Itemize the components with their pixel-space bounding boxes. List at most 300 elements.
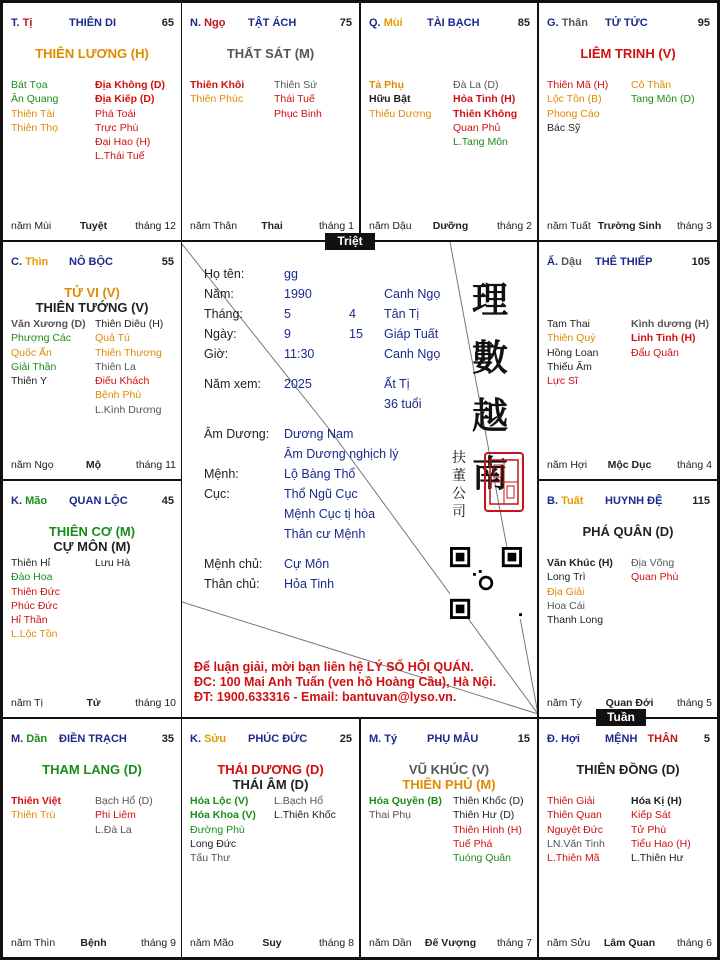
info-value: 9 [284, 327, 291, 341]
palace-title: PHỤ MẪU [427, 733, 479, 745]
palace-title: TÀI BẠCH [427, 17, 480, 29]
minor-star: Hóa Khoa (V) [190, 809, 256, 822]
minor-star: L.Kình Dương [95, 403, 162, 416]
minor-stars-left [547, 317, 598, 388]
palace-title: QUAN LỘC [69, 495, 128, 507]
minor-star: Tam Thai [547, 318, 590, 330]
palace-header [11, 495, 176, 509]
footer-phase: Đế Vượng [424, 937, 477, 949]
palace-tuat[interactable] [538, 480, 718, 718]
info-row [204, 424, 504, 444]
minor-star: Hoa Cái [547, 599, 585, 612]
footer-month: tháng 3 [676, 220, 712, 232]
minor-star: Thiên Thọ [11, 121, 59, 134]
minor-star: Đà La (D) [453, 79, 499, 91]
palace-branch: Q. Mùi [369, 17, 403, 29]
info-row [204, 344, 504, 364]
minor-star: Thiên Tài [11, 107, 55, 120]
minor-star: Phượng Các [11, 332, 72, 345]
notice-line: ĐT: 1900.633316 - Email: bantuvan@lyso.vn. [194, 690, 457, 704]
main-star: THÁI DƯƠNG (D) [217, 762, 324, 777]
footer-year: năm Tuất [547, 220, 591, 232]
footer-month: tháng 11 [135, 459, 176, 471]
minor-star: Thiên Phúc [190, 93, 244, 106]
minor-stars-left [547, 794, 605, 865]
palace-branch: N. Ngọ [190, 17, 226, 29]
minor-star: Phi Liêm [95, 809, 136, 822]
footer-year: năm Hợi [547, 459, 588, 471]
main-stars [3, 46, 181, 61]
side-char: 扶 [452, 450, 466, 466]
minor-stars-right [453, 794, 524, 865]
footer-year: năm Dần [369, 937, 412, 949]
minor-stars-left [547, 78, 608, 135]
footer-phase: Tuyệt [79, 220, 108, 232]
main-star: THAM LANG (D) [42, 762, 142, 777]
palace-thin[interactable] [2, 241, 182, 480]
palace-age: 75 [339, 17, 352, 29]
calligraphy-char: 南 [472, 453, 509, 495]
minor-star: Thiên Sứ [274, 79, 318, 91]
minor-star: Hóa Quyền (B) [369, 795, 442, 807]
palace-title: THIÊN DI [69, 17, 117, 29]
palace-header [547, 495, 712, 509]
palace-title: TỬ TỨC [605, 17, 648, 29]
info-label: Mệnh chủ: [204, 557, 263, 571]
minor-star: Thiên Hư (D) [453, 809, 515, 822]
main-star: THIÊN ĐỒNG (D) [576, 762, 680, 777]
minor-star: LN.Văn Tinh [547, 837, 605, 850]
minor-stars-right [453, 78, 517, 149]
minor-stars-right [631, 794, 691, 865]
minor-star: Hóa Lộc (V) [190, 795, 249, 807]
red-seal [484, 452, 524, 512]
minor-star: Thiên Hình (H) [453, 823, 522, 836]
center-info-panel [181, 241, 538, 718]
minor-star: Lộc Tồn (B) [547, 93, 602, 106]
palace-branch: K. Mão [11, 495, 48, 507]
main-stars [3, 762, 181, 777]
palace-age: 5 [703, 733, 710, 745]
palace-branch: Ấ. Dậu [547, 256, 582, 268]
palace-ngo[interactable] [181, 2, 360, 241]
minor-star: Thiên Diêu (H) [95, 318, 164, 330]
palace-branch: G. Thân [547, 17, 588, 29]
minor-star: Thiên Khốc (D) [453, 795, 524, 807]
minor-star: Thiên Không [453, 107, 518, 120]
minor-star: Bát Tọa [11, 79, 48, 91]
palace-footer [369, 220, 532, 232]
minor-star: Phục Binh [274, 107, 322, 120]
minor-star: Cô Thần [631, 79, 672, 91]
palace-footer [11, 697, 176, 709]
info-value: gg [284, 267, 298, 281]
minor-star: Bạch Hổ (D) [95, 795, 153, 807]
info-label: Năm xem: [204, 377, 261, 391]
minor-star: Phong Cáo [547, 107, 600, 120]
minor-star: Nguyệt Đức [547, 823, 604, 836]
minor-stars-right [95, 794, 153, 837]
palace-age: 85 [517, 17, 530, 29]
footer-phase: Mộc Dục [607, 459, 652, 471]
minor-star: Lực Sĩ [547, 375, 578, 388]
minor-star: Tấu Thư [190, 852, 231, 865]
minor-star: Thiên Mã (H) [547, 79, 609, 91]
minor-star: Đường Phù [190, 823, 245, 836]
main-star: TỬ VI (V) [64, 285, 120, 300]
palace-title: ĐIỀN TRẠCH [59, 733, 127, 745]
palace-ti[interactable] [2, 2, 182, 241]
palace-footer [547, 697, 712, 709]
minor-star: Thái Tuế [274, 93, 315, 106]
info-canchi: Ất Tị [384, 377, 410, 391]
minor-star: Phá Toái [95, 107, 136, 120]
side-char: 公 [452, 486, 466, 502]
info-value: Cự Môn [284, 557, 330, 571]
footer-phase: Dưỡng [432, 220, 469, 232]
palace-header [369, 733, 532, 747]
main-star: VŨ KHÚC (V) [408, 762, 490, 777]
main-star: LIÊM TRINH (V) [580, 46, 676, 61]
footer-phase: Tử [86, 697, 101, 709]
footer-year: năm Ngọ [11, 459, 54, 471]
minor-star: Thiên Giải [547, 795, 595, 807]
info-value: Thân cư Mệnh [284, 527, 366, 541]
tuan-tag: Tuần [596, 709, 646, 726]
minor-star: Thiên Trù [11, 809, 56, 822]
minor-stars-right [274, 78, 322, 121]
minor-star: Hỏa Tinh (H) [453, 93, 516, 106]
main-star: THẤT SÁT (M) [226, 46, 315, 61]
minor-star: L.Thiên Mã [547, 852, 600, 865]
info-label: Mệnh: [204, 467, 239, 481]
minor-star: Phúc Đức [11, 599, 58, 612]
palace-footer [547, 937, 712, 949]
minor-stars-right [631, 556, 678, 585]
info-label: Năm: [204, 287, 234, 301]
minor-star: Địa Võng [631, 557, 675, 569]
info-lunar-value: 15 [349, 327, 363, 341]
minor-star: Đại Hao (H) [95, 136, 151, 149]
palace-footer [11, 220, 176, 232]
info-value: Hỏa Tinh [284, 577, 335, 591]
main-stars [3, 285, 181, 315]
footer-month: tháng 4 [676, 459, 712, 471]
minor-star: Tiểu Hao (H) [631, 837, 691, 850]
minor-stars-right [631, 317, 709, 360]
info-row [204, 304, 504, 324]
main-stars [182, 46, 359, 61]
palace-header [369, 17, 532, 31]
info-value: Âm Dương nghịch lý [284, 447, 399, 461]
palace-header [190, 17, 354, 31]
info-row [204, 284, 504, 304]
info-label: Họ tên: [204, 267, 245, 281]
minor-star: Kiếp Sát [631, 809, 671, 822]
palace-dan[interactable] [2, 718, 182, 958]
info-value: Dương Nam [284, 427, 354, 441]
palace-title: TẬT ÁCH [248, 17, 297, 29]
footer-phase: Trường Sinh [597, 220, 662, 232]
palace-footer [190, 220, 354, 232]
calligraphy-char: 越 [472, 395, 509, 437]
minor-stars-left [11, 78, 58, 135]
contact-notice [194, 660, 496, 705]
minor-star: Thiếu Dương [369, 107, 432, 120]
palace-mao[interactable] [2, 480, 182, 718]
minor-star: Linh Tinh (H) [631, 332, 696, 345]
palace-header [11, 733, 176, 747]
minor-star: Tuế Phá [453, 837, 493, 850]
footer-year: năm Thân [190, 220, 238, 232]
palace-header [547, 256, 712, 270]
main-stars [182, 762, 359, 792]
minor-star: Đào Hoa [11, 571, 53, 584]
info-canchi: Canh Ngọ [384, 347, 441, 361]
side-char: 董 [452, 468, 466, 484]
minor-star: Tử Phù [631, 823, 667, 836]
palace-footer [369, 937, 532, 949]
info-canchi: Tân Tị [384, 307, 420, 321]
minor-stars-left [11, 317, 86, 388]
minor-star: Bác Sỹ [547, 121, 581, 134]
info-label: Thân chủ: [204, 577, 260, 591]
footer-month: tháng 7 [496, 937, 532, 949]
minor-star: Thiên Quý [547, 332, 596, 345]
footer-month: tháng 2 [496, 220, 532, 232]
info-value: 5 [284, 307, 291, 321]
minor-star: Bệnh Phù [95, 389, 142, 402]
minor-star: L.Lộc Tồn [11, 628, 58, 641]
minor-star: Quan Phù [631, 571, 679, 584]
footer-month: tháng 8 [318, 937, 354, 949]
minor-star: Long Trì [547, 571, 586, 584]
minor-star: Kình dương (H) [631, 318, 710, 330]
footer-year: năm Dậu [369, 220, 412, 232]
palace-than[interactable] [538, 2, 718, 241]
info-canchi: 36 tuổi [384, 397, 422, 411]
footer-month: tháng 1 [318, 220, 354, 232]
info-value: Mệnh Cục tị hòa [284, 507, 376, 521]
minor-stars-left [190, 794, 256, 865]
info-value: 2025 [284, 377, 312, 391]
footer-year: năm Sửu [547, 937, 591, 949]
minor-star: L.Thái Tuế [95, 150, 145, 163]
minor-stars-left [547, 556, 613, 627]
minor-star: Địa Không (D) [95, 79, 165, 91]
main-star: THIÊN PHỦ (M) [402, 777, 496, 792]
minor-stars-left [369, 794, 442, 823]
minor-star: Thiên Hỉ [11, 557, 51, 569]
info-label: Ngày: [204, 327, 237, 341]
palace-header [11, 17, 176, 31]
palace-than-marker: THÂN [647, 733, 678, 745]
minor-star: Lưu Hà [95, 557, 131, 569]
palace-branch: K. Sửu [190, 733, 227, 745]
palace-dau[interactable] [538, 241, 718, 480]
minor-star: Thiên Việt [11, 795, 61, 807]
triet-tag: Triệt [325, 233, 375, 250]
minor-star: Trực Phù [95, 121, 139, 134]
palace-footer [547, 220, 712, 232]
palace-branch: Đ. Hợi [547, 733, 580, 745]
palace-age: 25 [339, 733, 352, 745]
footer-year: năm Thìn [11, 937, 56, 949]
palace-mui[interactable] [360, 2, 538, 241]
footer-phase: Quan Đới [605, 697, 654, 709]
minor-star: Hóa Kị (H) [631, 795, 682, 807]
footer-year: năm Tị [11, 697, 43, 709]
footer-phase: Bệnh [80, 937, 107, 949]
footer-month: tháng 10 [135, 697, 176, 709]
minor-stars-left [369, 78, 431, 121]
palace-age: 65 [161, 17, 174, 29]
minor-star: Hỉ Thần [11, 614, 48, 627]
minor-star: Hữu Bật [369, 93, 411, 106]
footer-phase: Suy [262, 937, 282, 949]
palace-branch: M. Tý [369, 733, 398, 745]
minor-stars-left [11, 794, 61, 823]
palace-title: MỆNH [605, 733, 638, 745]
minor-star: Giải Thần [11, 360, 57, 373]
minor-star: L.Đà La [95, 823, 132, 836]
palace-age: 35 [161, 733, 174, 745]
info-label: Giờ: [204, 347, 229, 361]
minor-star: Văn Xương (D) [11, 318, 86, 330]
main-stars [539, 524, 717, 539]
info-value: Lộ Bàng Thổ [284, 467, 356, 481]
main-stars [3, 524, 181, 554]
info-canchi: Giáp Tuất [384, 327, 439, 341]
calligraphy-char: 理 [472, 279, 509, 321]
qr-code-icon[interactable] [450, 547, 522, 619]
minor-star: Thai Phụ [369, 809, 412, 822]
footer-phase: Mộ [85, 459, 102, 471]
palace-title: HUYNH ĐỆ [605, 495, 663, 507]
minor-star: Văn Khúc (H) [547, 557, 613, 569]
info-label: Âm Dương: [204, 427, 270, 441]
minor-stars-right [95, 556, 130, 570]
minor-star: Thiên Đức [11, 585, 61, 598]
minor-stars-right [95, 78, 165, 164]
palace-age: 115 [692, 495, 710, 507]
minor-star: Tang Môn (D) [631, 93, 695, 106]
notice-line: Để luận giải, mời bạn liên hệ LÝ SỐ HỘI QUÁN. [194, 660, 474, 674]
palace-branch: B. Tuất [547, 495, 584, 507]
palace-header [547, 17, 712, 31]
minor-star: Thiên Thương [95, 346, 162, 359]
main-star: PHÁ QUÂN (D) [582, 524, 674, 539]
palace-title: PHÚC ĐỨC [248, 733, 308, 745]
palace-branch: M. Dần [11, 733, 48, 745]
palace-branch: C. Thìn [11, 256, 49, 268]
main-star: THIÊN CƠ (M) [48, 524, 136, 539]
palace-branch: T. Tị [11, 17, 33, 29]
palace-title: THÊ THIẾP [595, 256, 653, 268]
info-row [204, 374, 504, 394]
footer-month: tháng 9 [140, 937, 176, 949]
palace-footer [11, 937, 176, 949]
palace-title: NÔ BỘC [69, 256, 113, 268]
minor-star: Ân Quang [11, 93, 59, 106]
minor-star: Thiên Quan [547, 809, 602, 822]
footer-phase: Lâm Quan [603, 937, 656, 949]
palace-age: 45 [161, 495, 174, 507]
palace-footer [190, 937, 354, 949]
minor-star: Thiên Khôi [190, 79, 245, 91]
main-star: THÁI ÂM (D) [232, 777, 309, 792]
minor-stars-left [190, 78, 244, 107]
minor-star: Thiên La [95, 360, 136, 373]
info-canchi: Canh Ngọ [384, 287, 441, 301]
notice-line: ĐC: 100 Mai Anh Tuấn (ven hồ Hoàng Cầu), Hà Nội. [194, 675, 497, 689]
main-stars [361, 762, 537, 792]
palace-age: 105 [691, 256, 710, 268]
minor-star: L.Bạch Hổ [274, 795, 324, 807]
minor-stars-right [95, 317, 163, 417]
palace-header [190, 733, 354, 747]
info-row [204, 264, 504, 284]
footer-year: năm Tý [547, 697, 582, 709]
footer-month: tháng 5 [676, 697, 712, 709]
info-lunar-value: 4 [349, 307, 356, 321]
palace-footer [11, 459, 176, 471]
calligraphy-char: 數 [472, 337, 509, 379]
palace-suu[interactable] [181, 718, 360, 958]
info-label: Tháng: [204, 307, 243, 321]
info-row [204, 524, 504, 544]
minor-star: Quan Phủ [453, 121, 501, 134]
minor-stars-right [274, 794, 336, 823]
palace-age: 55 [161, 256, 174, 268]
footer-phase: Thai [261, 220, 283, 232]
side-char: 司 [452, 504, 466, 520]
minor-star: L.Thiên Hư [631, 852, 684, 865]
minor-star: Thiên Y [11, 375, 47, 388]
minor-star: Địa Kiếp (D) [95, 93, 155, 106]
footer-year: năm Mão [190, 937, 234, 949]
minor-star: Quả Tú [95, 332, 130, 345]
info-label: Cục: [204, 487, 230, 501]
palace-age: 95 [697, 17, 710, 29]
minor-star: Đẩu Quân [631, 346, 679, 359]
minor-star: Thiếu Âm [547, 360, 592, 373]
info-value: 11:30 [284, 347, 315, 361]
info-row [204, 394, 504, 414]
minor-star: Tả Phụ [369, 79, 405, 91]
info-value: 1990 [284, 287, 312, 301]
main-stars [539, 46, 717, 61]
main-star: THIÊN LƯƠNG (H) [35, 46, 149, 61]
palace-age: 15 [517, 733, 530, 745]
main-star: THIÊN TƯỚNG (V) [35, 300, 149, 315]
info-value: Thổ Ngũ Cục [284, 487, 358, 501]
minor-star: L.Thiên Khốc [274, 809, 336, 822]
palace-ty[interactable] [360, 718, 538, 958]
minor-star: Hồng Loan [547, 346, 599, 359]
minor-star: Điếu Khách [95, 375, 150, 388]
palace-header [11, 256, 176, 270]
palace-hoi[interactable] [538, 718, 718, 958]
footer-year: năm Mùi [11, 220, 52, 232]
palace-header [547, 733, 712, 747]
minor-stars-left [11, 556, 60, 642]
footer-month: tháng 12 [135, 220, 176, 232]
main-stars [539, 762, 717, 777]
footer-month: tháng 6 [676, 937, 712, 949]
minor-star: Long Đức [190, 837, 237, 850]
minor-star: Thanh Long [547, 614, 604, 627]
